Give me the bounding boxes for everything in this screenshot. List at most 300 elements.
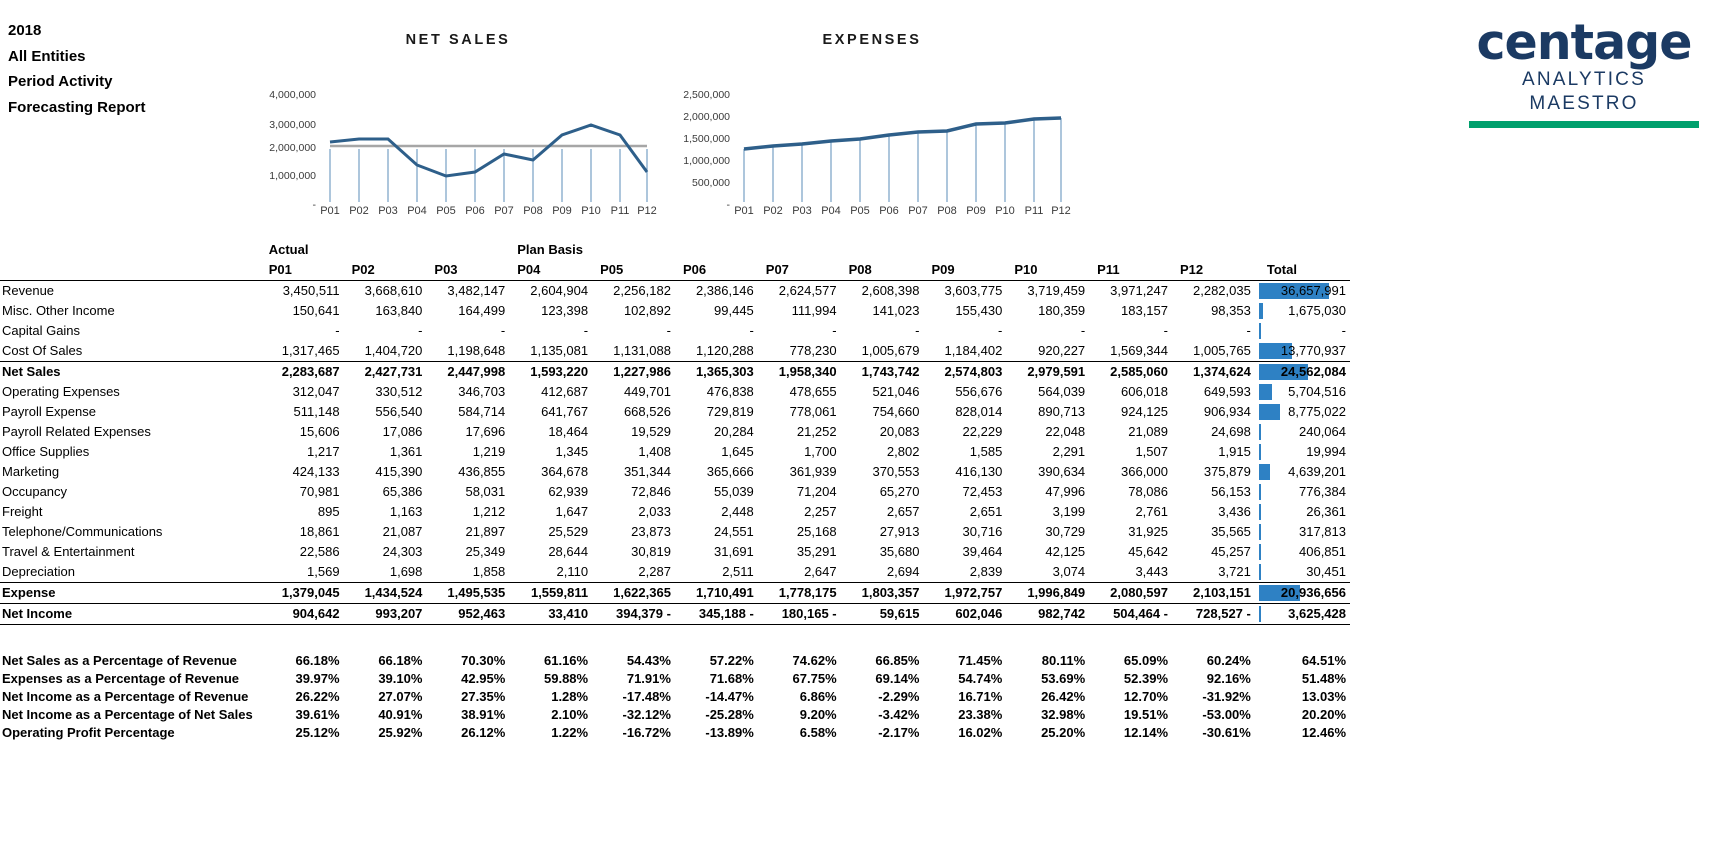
table-row: [0, 522, 1350, 542]
ratio-cell-p03: 70.30%: [461, 653, 506, 668]
cell-p10: 180,359: [1038, 303, 1086, 318]
cell-total: 8,775,022: [1257, 402, 1350, 422]
ratio-cell-total: 13.03%: [1301, 689, 1346, 704]
spacer-cell: [1174, 626, 1257, 652]
row-label: Occupancy: [2, 484, 68, 499]
svg-text:P01: P01: [320, 205, 340, 214]
chart-expenses: [672, 32, 1072, 214]
cell-p11: 606,018: [1121, 384, 1168, 399]
report-title-entities: All Entities: [8, 47, 86, 65]
cell-p01: 424,133: [292, 464, 340, 479]
cell-p09: 602,046: [925, 604, 1008, 625]
logo-tagline-text: ANALYTICS MAESTRO: [1522, 69, 1646, 114]
svg-text:P06: P06: [879, 205, 899, 214]
cell-p11: 1,569,344: [1110, 343, 1168, 358]
cell-p05: 2,287: [638, 564, 671, 579]
ratio-cell-p09: 71.45%: [958, 653, 1003, 668]
ratio-cell-p04: 59.88%: [544, 671, 589, 686]
cell-p04: 412,687: [541, 384, 589, 399]
cell-p05: 1,131,088: [613, 343, 671, 358]
cell-total: 1,675,030: [1257, 301, 1350, 321]
ratio-cell-p12: 60.24%: [1206, 653, 1251, 668]
cell-p11: 2,585,060: [1091, 362, 1174, 383]
ratio-cell-p02: 25.92%: [378, 725, 423, 740]
cell-p03: 58,031: [465, 484, 506, 499]
total-data-bar: [1259, 444, 1261, 460]
cell-p11: 3,971,247: [1091, 281, 1174, 302]
column-header-p11: P11: [1091, 260, 1174, 281]
cell-p02: 1,163: [389, 504, 423, 519]
spacer-cell: [1008, 626, 1091, 652]
group-header-plan-basis: Plan Basis: [517, 242, 584, 257]
ratio-cell-p01: 39.61%: [295, 707, 340, 722]
table-row: [0, 402, 1350, 422]
cell-p03: 25,349: [465, 544, 506, 559]
cell-p06: 729,819: [706, 404, 754, 419]
total-data-bar: [1259, 484, 1261, 500]
cell-p10: 982,742: [1008, 604, 1091, 625]
cell-p04: 33,410: [511, 604, 594, 625]
cell-p05: 449,701: [623, 384, 671, 399]
cell-p11: 183,157: [1121, 303, 1168, 318]
cell-p01: 511,148: [293, 404, 340, 419]
table-row: [0, 482, 1350, 502]
ratio-cell-p09: 16.02%: [958, 725, 1003, 740]
ratio-cell-p08: -3.42%: [878, 707, 920, 722]
ratio-cell-p05: -16.72%: [622, 725, 671, 740]
company-logo: [1469, 14, 1699, 128]
cell-p01: 312,047: [292, 384, 340, 399]
ratio-cell-p11: 65.09%: [1123, 653, 1168, 668]
cell-total: 30,451: [1257, 562, 1350, 583]
ratio-cell-p02: 39.10%: [378, 671, 423, 686]
table-row: [0, 341, 1350, 362]
cell-p06: 1,710,491: [677, 583, 760, 604]
ratio-cell-p06: -13.89%: [705, 725, 754, 740]
cell-p08: 2,802: [886, 444, 920, 459]
cell-total: 3,625,428: [1257, 604, 1350, 625]
ratio-cell-p05: 71.91%: [626, 671, 671, 686]
column-header-p06: P06: [677, 260, 760, 281]
logo-accent-bar: [1469, 121, 1699, 128]
table-row: [0, 362, 1350, 383]
cell-p10: 3,719,459: [1008, 281, 1091, 302]
row-label: Telephone/Communications: [2, 524, 163, 539]
ratio-cell-total: 64.51%: [1301, 653, 1346, 668]
svg-text:P09: P09: [966, 205, 986, 214]
ratio-cell-p10: 80.11%: [1041, 653, 1086, 668]
ratio-cell-p09: 16.71%: [958, 689, 1003, 704]
table-row: [0, 281, 1350, 302]
cell-p04: 2,110: [556, 564, 589, 579]
cell-p07: 2,647: [804, 564, 837, 579]
spacer-cell: [843, 626, 926, 652]
cell-p06: 2,386,146: [677, 281, 760, 302]
ratio-cell-p04: 1.22%: [551, 725, 589, 740]
cell-p09: 1,972,757: [925, 583, 1008, 604]
table-row: [0, 583, 1350, 604]
cell-p11: 366,000: [1121, 464, 1168, 479]
cell-p10: 1,996,849: [1008, 583, 1091, 604]
report-title-type: Forecasting Report: [8, 98, 146, 116]
cell-p06: 20,284: [714, 424, 754, 439]
svg-text:P02: P02: [349, 205, 369, 214]
ratio-cell-p10: 32.98%: [1041, 707, 1086, 722]
cell-p02: 24,303: [382, 544, 423, 559]
cell-p02: 1,361: [389, 444, 423, 459]
cell-p06: -: [749, 323, 754, 338]
cell-p06: 1,365,303: [677, 362, 760, 383]
svg-text:P03: P03: [792, 205, 812, 214]
cell-p04: 1,135,081: [530, 343, 589, 358]
cell-p09: 2,839: [969, 564, 1003, 579]
row-label: Revenue: [0, 281, 263, 302]
spacer-cell: [677, 626, 760, 652]
cell-p09: 155,430: [955, 303, 1003, 318]
cell-p12: -: [1246, 323, 1251, 338]
ratio-row: [0, 670, 1350, 688]
cell-p07: 111,994: [791, 303, 837, 318]
ratio-cell-p12: 92.16%: [1206, 671, 1251, 686]
cell-total: 776,384: [1257, 482, 1350, 502]
cell-p10: 3,199: [1052, 504, 1086, 519]
row-label: Misc. Other Income: [2, 303, 115, 318]
cell-p07: 2,624,577: [760, 281, 843, 302]
cell-p03: 1,858: [472, 564, 506, 579]
cell-total: 406,851: [1257, 542, 1350, 562]
row-label: Capital Gains: [2, 323, 81, 338]
spacer-cell: [263, 626, 346, 652]
cell-p08: -: [915, 323, 920, 338]
table-row: [0, 462, 1350, 482]
chart-net-sales-plot: [258, 54, 658, 214]
ratio-cell-p02: 40.91%: [378, 707, 423, 722]
cell-p12: 1,915: [1218, 444, 1251, 459]
total-data-bar: [1259, 404, 1280, 420]
cell-p08: 2,608,398: [843, 281, 926, 302]
column-header-p12: P12: [1174, 260, 1257, 281]
cell-p05: 102,892: [623, 303, 671, 318]
total-data-bar: [1259, 544, 1261, 560]
row-label: Cost Of Sales: [2, 343, 83, 358]
column-header-p10: P10: [1008, 260, 1091, 281]
cell-p06: 1,120,288: [695, 343, 754, 358]
cell-p04: 62,939: [548, 484, 589, 499]
ratio-cell-p11: 12.70%: [1123, 689, 1168, 704]
cell-p05: -: [666, 323, 671, 338]
table-row: [0, 604, 1350, 625]
cell-total: 36,657,991: [1257, 281, 1350, 302]
cell-p10: -: [1080, 323, 1086, 338]
cell-p09: -: [997, 323, 1003, 338]
svg-text:4,000,000: 4,000,000: [269, 89, 316, 101]
column-header-p07: P07: [760, 260, 843, 281]
chart-expenses-title: EXPENSES: [822, 32, 922, 48]
cell-p03: 1,198,648: [447, 343, 506, 358]
cell-p09: 22,229: [962, 424, 1003, 439]
svg-text:2,500,000: 2,500,000: [683, 89, 730, 101]
ratio-cell-p08: 66.85%: [875, 653, 920, 668]
table-row: [0, 562, 1350, 583]
cell-p12: 1,005,765: [1193, 343, 1251, 358]
svg-text:500,000: 500,000: [692, 177, 730, 189]
cell-p05: 1,227,986: [594, 362, 677, 383]
cell-p03: 21,897: [465, 524, 506, 539]
ratio-cell-p10: 26.42%: [1041, 689, 1086, 704]
chart-net-sales-title: NET SALES: [405, 32, 511, 48]
svg-text:P09: P09: [552, 205, 572, 214]
cell-p04: 641,767: [541, 404, 589, 419]
cell-p12: 3,721: [1218, 564, 1251, 579]
cell-p11: 2,761: [1135, 504, 1168, 519]
table-row: [0, 542, 1350, 562]
cell-p12: 649,593: [1203, 384, 1251, 399]
cell-p10: 42,125: [1045, 544, 1086, 559]
ratio-cell-total: 51.48%: [1301, 671, 1346, 686]
cell-p10: 890,713: [1038, 404, 1086, 419]
cell-p07: 478,655: [789, 384, 837, 399]
cell-p03: 1,212: [472, 504, 506, 519]
cell-p07: 25,168: [796, 524, 837, 539]
cell-p01: 22,586: [299, 544, 340, 559]
svg-text:1,000,000: 1,000,000: [683, 155, 730, 167]
svg-text:P12: P12: [1051, 205, 1071, 214]
cell-p01: 15,606: [299, 424, 340, 439]
ratio-cell-p11: 19.51%: [1123, 707, 1168, 722]
cell-p03: 436,855: [458, 464, 506, 479]
cell-p12: 2,282,035: [1174, 281, 1257, 302]
cell-p05: 2,033: [638, 504, 671, 519]
cell-p04: 123,398: [541, 303, 589, 318]
cell-total: 20,936,656: [1257, 583, 1350, 604]
svg-text:2,000,000: 2,000,000: [683, 111, 730, 123]
cell-p04: 1,345: [555, 444, 589, 459]
ratio-cell-p04: 1.28%: [551, 689, 589, 704]
ratio-cell-p07: 9.20%: [799, 707, 837, 722]
cell-p01: 1,379,045: [263, 583, 346, 604]
spacer-cell: [760, 626, 843, 652]
cell-p02: 1,434,524: [346, 583, 429, 604]
cell-p02: 1,698: [389, 564, 423, 579]
svg-text:P01: P01: [734, 205, 754, 214]
cell-p12: 375,879: [1203, 464, 1251, 479]
cell-p03: 952,463: [428, 604, 511, 625]
column-header-p08: P08: [843, 260, 926, 281]
cell-p08: 20,083: [879, 424, 920, 439]
cell-p03: 3,482,147: [428, 281, 511, 302]
spacer-cell: [925, 626, 1008, 652]
cell-p11: 21,089: [1128, 424, 1168, 439]
cell-p04: 1,559,811: [511, 583, 594, 604]
ratio-cell-p01: 66.18%: [295, 653, 340, 668]
cell-p02: 993,207: [346, 604, 429, 625]
cell-p07: 1,700: [804, 444, 837, 459]
total-data-bar: [1259, 524, 1261, 540]
ratio-cell-p06: 57.22%: [709, 653, 754, 668]
table-group-header-row: [0, 240, 1350, 260]
ratio-cell-p01: 26.22%: [295, 689, 340, 704]
total-data-bar: [1259, 564, 1261, 580]
row-label: Depreciation: [2, 564, 75, 579]
ratio-cell-p04: 61.16%: [544, 653, 589, 668]
ratio-row-label: Net Income as a Percentage of Revenue: [2, 689, 249, 704]
cell-p07: 2,257: [804, 504, 837, 519]
svg-text:P05: P05: [850, 205, 870, 214]
svg-text:3,000,000: 3,000,000: [269, 119, 316, 131]
cell-p10: 920,227: [1038, 343, 1086, 358]
svg-text:P10: P10: [995, 205, 1015, 214]
ratio-cell-p06: -25.28%: [705, 707, 754, 722]
row-label: Freight: [2, 504, 43, 519]
column-header-p09: P09: [925, 260, 1008, 281]
cell-p04: 1,593,220: [511, 362, 594, 383]
cell-p11: 45,642: [1128, 544, 1168, 559]
cell-p04: 1,647: [555, 504, 589, 519]
cell-p07: 778,061: [789, 404, 837, 419]
logo-brand-text: centage: [1476, 14, 1692, 71]
column-header-label-spacer: [0, 260, 263, 281]
cell-p07: 1,778,175: [760, 583, 843, 604]
cell-p04: 25,529: [548, 524, 589, 539]
ratio-cell-p07: 6.86%: [799, 689, 837, 704]
ratio-cell-p07: 67.75%: [792, 671, 837, 686]
cell-p01: 1,317,465: [281, 343, 340, 358]
cell-p12: 45,257: [1211, 544, 1251, 559]
cell-p02: 17,086: [382, 424, 423, 439]
ratio-cell-total: 12.46%: [1301, 725, 1346, 740]
svg-text:-: -: [726, 199, 730, 211]
cell-p09: 3,603,775: [925, 281, 1008, 302]
cell-p06: 476,838: [706, 384, 754, 399]
chart-expenses-plot: [672, 54, 1072, 214]
cell-p10: 2,979,591: [1008, 362, 1091, 383]
cell-p07: 778,230: [789, 343, 837, 358]
cell-p10: 22,048: [1045, 424, 1086, 439]
ratio-cell-p07: 74.62%: [792, 653, 837, 668]
ratio-cell-p12: -53.00%: [1202, 707, 1251, 722]
table-row: [0, 321, 1350, 341]
cell-p04: 364,678: [541, 464, 589, 479]
ratio-cell-p06: -14.47%: [705, 689, 754, 704]
total-data-bar: [1259, 384, 1272, 400]
spacer-cell: [594, 626, 677, 652]
table-row: [0, 502, 1350, 522]
cell-p05: 2,256,182: [594, 281, 677, 302]
cell-p06: 2,448: [721, 504, 754, 519]
cell-p08: 27,913: [879, 524, 920, 539]
ratio-cell-p01: 25.12%: [295, 725, 340, 740]
group-header-spacer: [0, 240, 263, 260]
cell-p05: 23,873: [631, 524, 671, 539]
cell-p09: 2,651: [969, 504, 1003, 519]
cell-p08: 59,615: [843, 604, 926, 625]
row-label: Payroll Related Expenses: [2, 424, 151, 439]
column-header-p03: P03: [428, 260, 511, 281]
cell-p07: 180,165 -: [760, 604, 843, 625]
column-header-total: Total: [1257, 260, 1350, 281]
cell-p02: 415,390: [375, 464, 423, 479]
svg-text:P11: P11: [1024, 205, 1044, 214]
cell-p05: 668,526: [623, 404, 671, 419]
cell-p08: 2,694: [886, 564, 920, 579]
ratio-row-label: Net Sales as a Percentage of Revenue: [2, 653, 237, 668]
cell-p05: 1,408: [638, 444, 671, 459]
cell-p07: -: [832, 323, 837, 338]
cell-p02: 1,404,720: [364, 343, 423, 358]
cell-p12: 35,565: [1211, 524, 1251, 539]
cell-p10: 30,729: [1045, 524, 1086, 539]
report-title-period: Period Activity: [8, 73, 113, 90]
svg-text:P07: P07: [908, 205, 928, 214]
svg-text:P05: P05: [436, 205, 456, 214]
cell-p01: 150,641: [292, 303, 340, 318]
cell-p12: 906,934: [1203, 404, 1251, 419]
ratio-cell-p03: 26.12%: [461, 725, 506, 740]
cell-p03: 2,447,998: [428, 362, 511, 383]
cell-p06: 55,039: [714, 484, 754, 499]
ratio-cell-p11: 12.14%: [1123, 725, 1168, 740]
cell-p04: 18,464: [548, 424, 589, 439]
cell-total: 19,994: [1257, 442, 1350, 462]
ratio-cell-p02: 27.07%: [378, 689, 423, 704]
chart-net-sales: [258, 32, 658, 214]
ratio-cell-p05: 54.43%: [626, 653, 671, 668]
ratio-cell-p09: 23.38%: [958, 707, 1003, 722]
cell-p05: 19,529: [631, 424, 671, 439]
cell-p10: 47,996: [1045, 484, 1086, 499]
financial-table: [0, 240, 1350, 742]
svg-text:P12: P12: [637, 205, 657, 214]
ratio-cell-p10: 25.20%: [1041, 725, 1086, 740]
cell-p06: 365,666: [706, 464, 754, 479]
cell-p12: 24,698: [1211, 424, 1251, 439]
cell-p07: 35,291: [796, 544, 837, 559]
total-data-bar: [1259, 424, 1261, 440]
cell-p02: 65,386: [382, 484, 423, 499]
row-label: Payroll Expense: [2, 404, 96, 419]
total-data-bar: [1259, 303, 1263, 319]
row-label: Office Supplies: [2, 444, 90, 459]
cell-p02: 21,087: [382, 524, 423, 539]
spacer-cell: [1091, 626, 1174, 652]
cell-p09: 72,453: [962, 484, 1003, 499]
cell-p01: 1,217: [307, 444, 340, 459]
report-title-block: [8, 18, 146, 120]
row-label: Operating Expenses: [2, 384, 120, 399]
cell-p01: 1,569: [307, 564, 340, 579]
cell-p06: 2,511: [722, 564, 754, 579]
cell-p02: 556,540: [375, 404, 423, 419]
cell-p12: 3,436: [1218, 504, 1251, 519]
cell-p12: 2,103,151: [1174, 583, 1257, 604]
svg-text:P02: P02: [763, 205, 783, 214]
ratio-cell-p01: 39.97%: [295, 671, 340, 686]
spacer-cell: [1257, 626, 1350, 652]
cell-p08: 1,005,679: [861, 343, 920, 358]
cell-p02: 3,668,610: [346, 281, 429, 302]
cell-p10: 3,074: [1052, 564, 1086, 579]
total-data-bar: [1259, 606, 1261, 622]
cell-p08: 521,046: [872, 384, 920, 399]
ratio-row-label: Net Income as a Percentage of Net Sales: [2, 707, 253, 722]
ratio-cell-p08: 69.14%: [875, 671, 920, 686]
cell-total: 26,361: [1257, 502, 1350, 522]
cell-p11: 31,925: [1128, 524, 1168, 539]
svg-text:P08: P08: [937, 205, 957, 214]
row-label: Marketing: [2, 464, 60, 479]
cell-p05: 351,344: [623, 464, 671, 479]
cell-p07: 1,958,340: [760, 362, 843, 383]
